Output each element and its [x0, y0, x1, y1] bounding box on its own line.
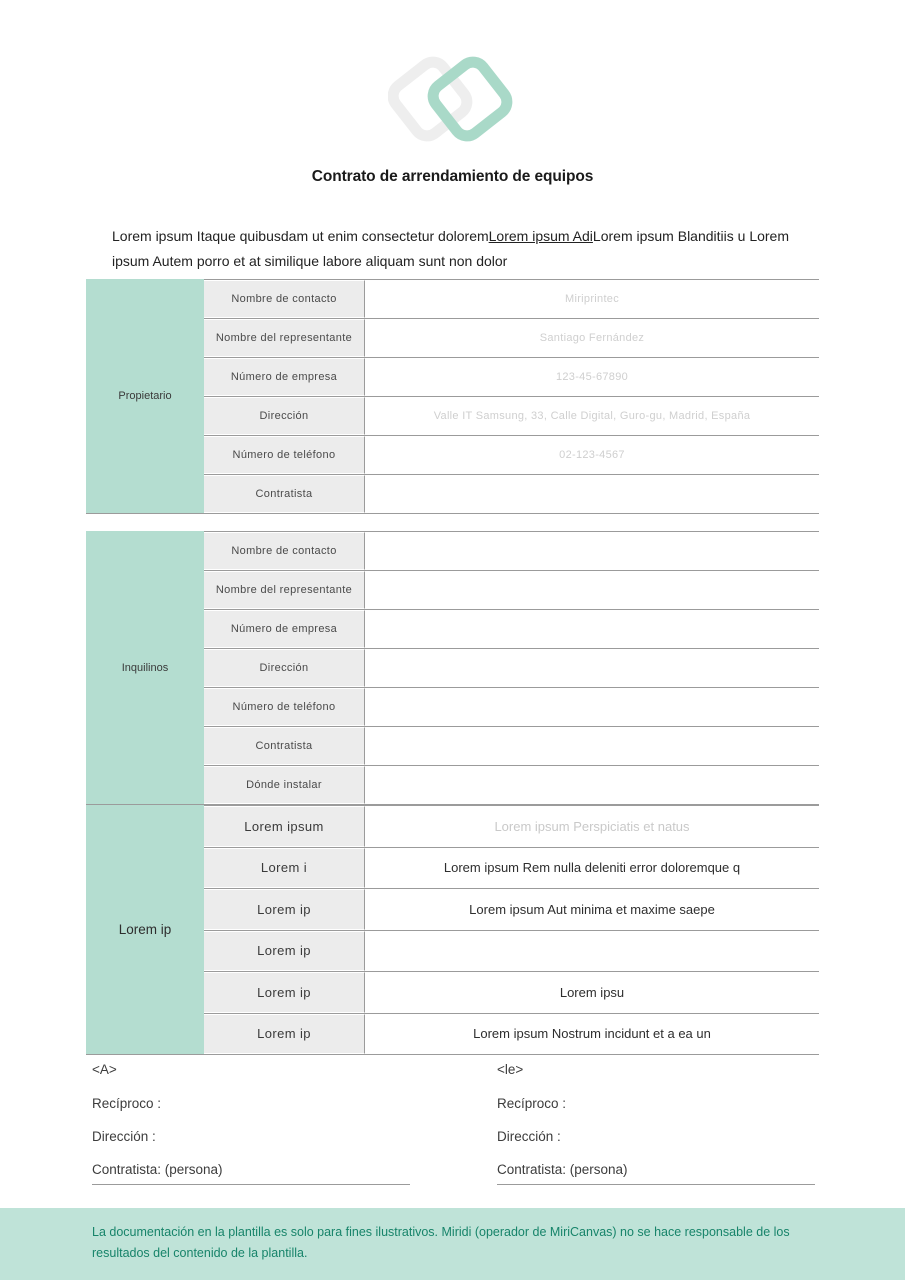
signature-contratista-line[interactable]: Contratista: (persona): [92, 1162, 223, 1177]
intro-text-part1: Lorem ipsum Itaque quibusdam ut enim consectetur dolorem: [112, 228, 489, 244]
table-row: [204, 396, 819, 435]
table-inquilinos: [86, 531, 819, 805]
signature-block-b: [497, 1062, 815, 1185]
row-value[interactable]: 02-123-4567: [559, 449, 625, 461]
row-value[interactable]: 123-45-67890: [555, 371, 629, 383]
table-row: [204, 971, 819, 1013]
row-label: Dirección: [204, 397, 365, 435]
row-value[interactable]: [365, 931, 819, 972]
row-label: Lorem ipsum: [204, 806, 365, 847]
row-label: Lorem i: [204, 848, 365, 889]
table-row: [204, 570, 819, 609]
table-row: [204, 1013, 819, 1055]
row-value[interactable]: [365, 727, 819, 765]
row-label: Número de teléfono: [204, 436, 365, 474]
table-row: [204, 805, 819, 847]
signature-contratista-line[interactable]: Contratista: (persona): [497, 1162, 628, 1177]
table-category-label: Lorem ip: [86, 805, 204, 1054]
table-row: [204, 930, 819, 972]
signature-rule: [497, 1184, 815, 1185]
table-row: [204, 318, 819, 357]
row-label: Nombre de contacto: [204, 532, 365, 570]
intro-text-part2: Lorem ipsum Blanditiis u Lorem ipsum Autem porro et at similique labore aliquam sunt non dolor: [112, 228, 790, 269]
row-label: Nombre del representante: [204, 571, 365, 609]
row-value[interactable]: [365, 532, 819, 570]
row-value[interactable]: Lorem ipsum Perspiciatis et natus: [494, 818, 690, 834]
row-label: Dirección: [204, 649, 365, 687]
table-row: [204, 726, 819, 765]
row-label: Lorem ip: [204, 1014, 365, 1055]
table-row: [204, 435, 819, 474]
row-value[interactable]: Santiago Fernández: [539, 332, 645, 344]
table-row: [204, 687, 819, 726]
row-value[interactable]: [365, 766, 819, 804]
row-label: Lorem ip: [204, 889, 365, 930]
table-category-label: Inquilinos: [86, 531, 204, 804]
intro-paragraph: [112, 224, 802, 274]
signature-direccion-line[interactable]: Dirección :: [497, 1129, 561, 1144]
row-value[interactable]: [365, 610, 819, 648]
row-label: Contratista: [204, 727, 365, 765]
row-value[interactable]: Lorem ipsum Aut minima et maxime saepe: [469, 901, 715, 917]
row-label: Número de teléfono: [204, 688, 365, 726]
table-row: [204, 765, 819, 804]
logo: [0, 44, 905, 154]
row-label: Nombre del representante: [204, 319, 365, 357]
row-label: Contratista: [204, 475, 365, 513]
row-label: Nombre de contacto: [204, 280, 365, 318]
signature-block-a: [92, 1062, 410, 1185]
table-category-label: Propietario: [86, 279, 204, 513]
table-row: [204, 279, 819, 318]
miricanvas-logo-icon: [388, 46, 518, 152]
signature-direccion-line[interactable]: Dirección :: [92, 1129, 156, 1144]
signature-heading: <le>: [497, 1062, 524, 1077]
row-value[interactable]: Lorem ipsum Nostrum incidunt et a ea un: [473, 1026, 711, 1042]
row-value[interactable]: Lorem ipsum Rem nulla deleniti error doloremque q: [443, 860, 741, 876]
row-value[interactable]: [365, 688, 819, 726]
row-value[interactable]: [365, 571, 819, 609]
row-value[interactable]: Miriprintec: [564, 293, 620, 305]
signature-reciproco-line[interactable]: Recíproco :: [497, 1096, 567, 1111]
row-label: Lorem ip: [204, 972, 365, 1013]
signature-heading: <A>: [92, 1062, 117, 1077]
footer-banner: [0, 1208, 905, 1280]
signature-area: [92, 1062, 819, 1185]
row-label: Número de empresa: [204, 610, 365, 648]
row-value[interactable]: [365, 649, 819, 687]
table-propietario: [86, 279, 819, 514]
table-row: [204, 847, 819, 889]
table-lorem: [86, 805, 819, 1055]
signature-rule: [92, 1184, 410, 1185]
row-value[interactable]: [365, 475, 819, 513]
footer-disclaimer: La documentación en la plantilla es solo para fines ilustrativos. Miridi (operador de MiriCanvas) no se hace responsable de los resultados del contenido de la plantilla.: [92, 1225, 790, 1260]
table-row: [204, 474, 819, 513]
table-row: [204, 609, 819, 648]
table-row: [204, 648, 819, 687]
row-label: Dónde instalar: [204, 766, 365, 804]
table-row: [204, 888, 819, 930]
row-label: Número de empresa: [204, 358, 365, 396]
table-row: [204, 357, 819, 396]
signature-reciproco-line[interactable]: Recíproco :: [92, 1096, 162, 1111]
page-title: Contrato de arrendamiento de equipos: [311, 168, 594, 185]
intro-underlined-link[interactable]: Lorem ipsum Adi: [488, 228, 593, 244]
table-row: [204, 531, 819, 570]
row-value[interactable]: Valle IT Samsung, 33, Calle Digital, Guro-gu, Madrid, España: [433, 410, 751, 422]
row-value[interactable]: Lorem ipsu: [559, 984, 625, 1000]
row-label: Lorem ip: [204, 931, 365, 972]
